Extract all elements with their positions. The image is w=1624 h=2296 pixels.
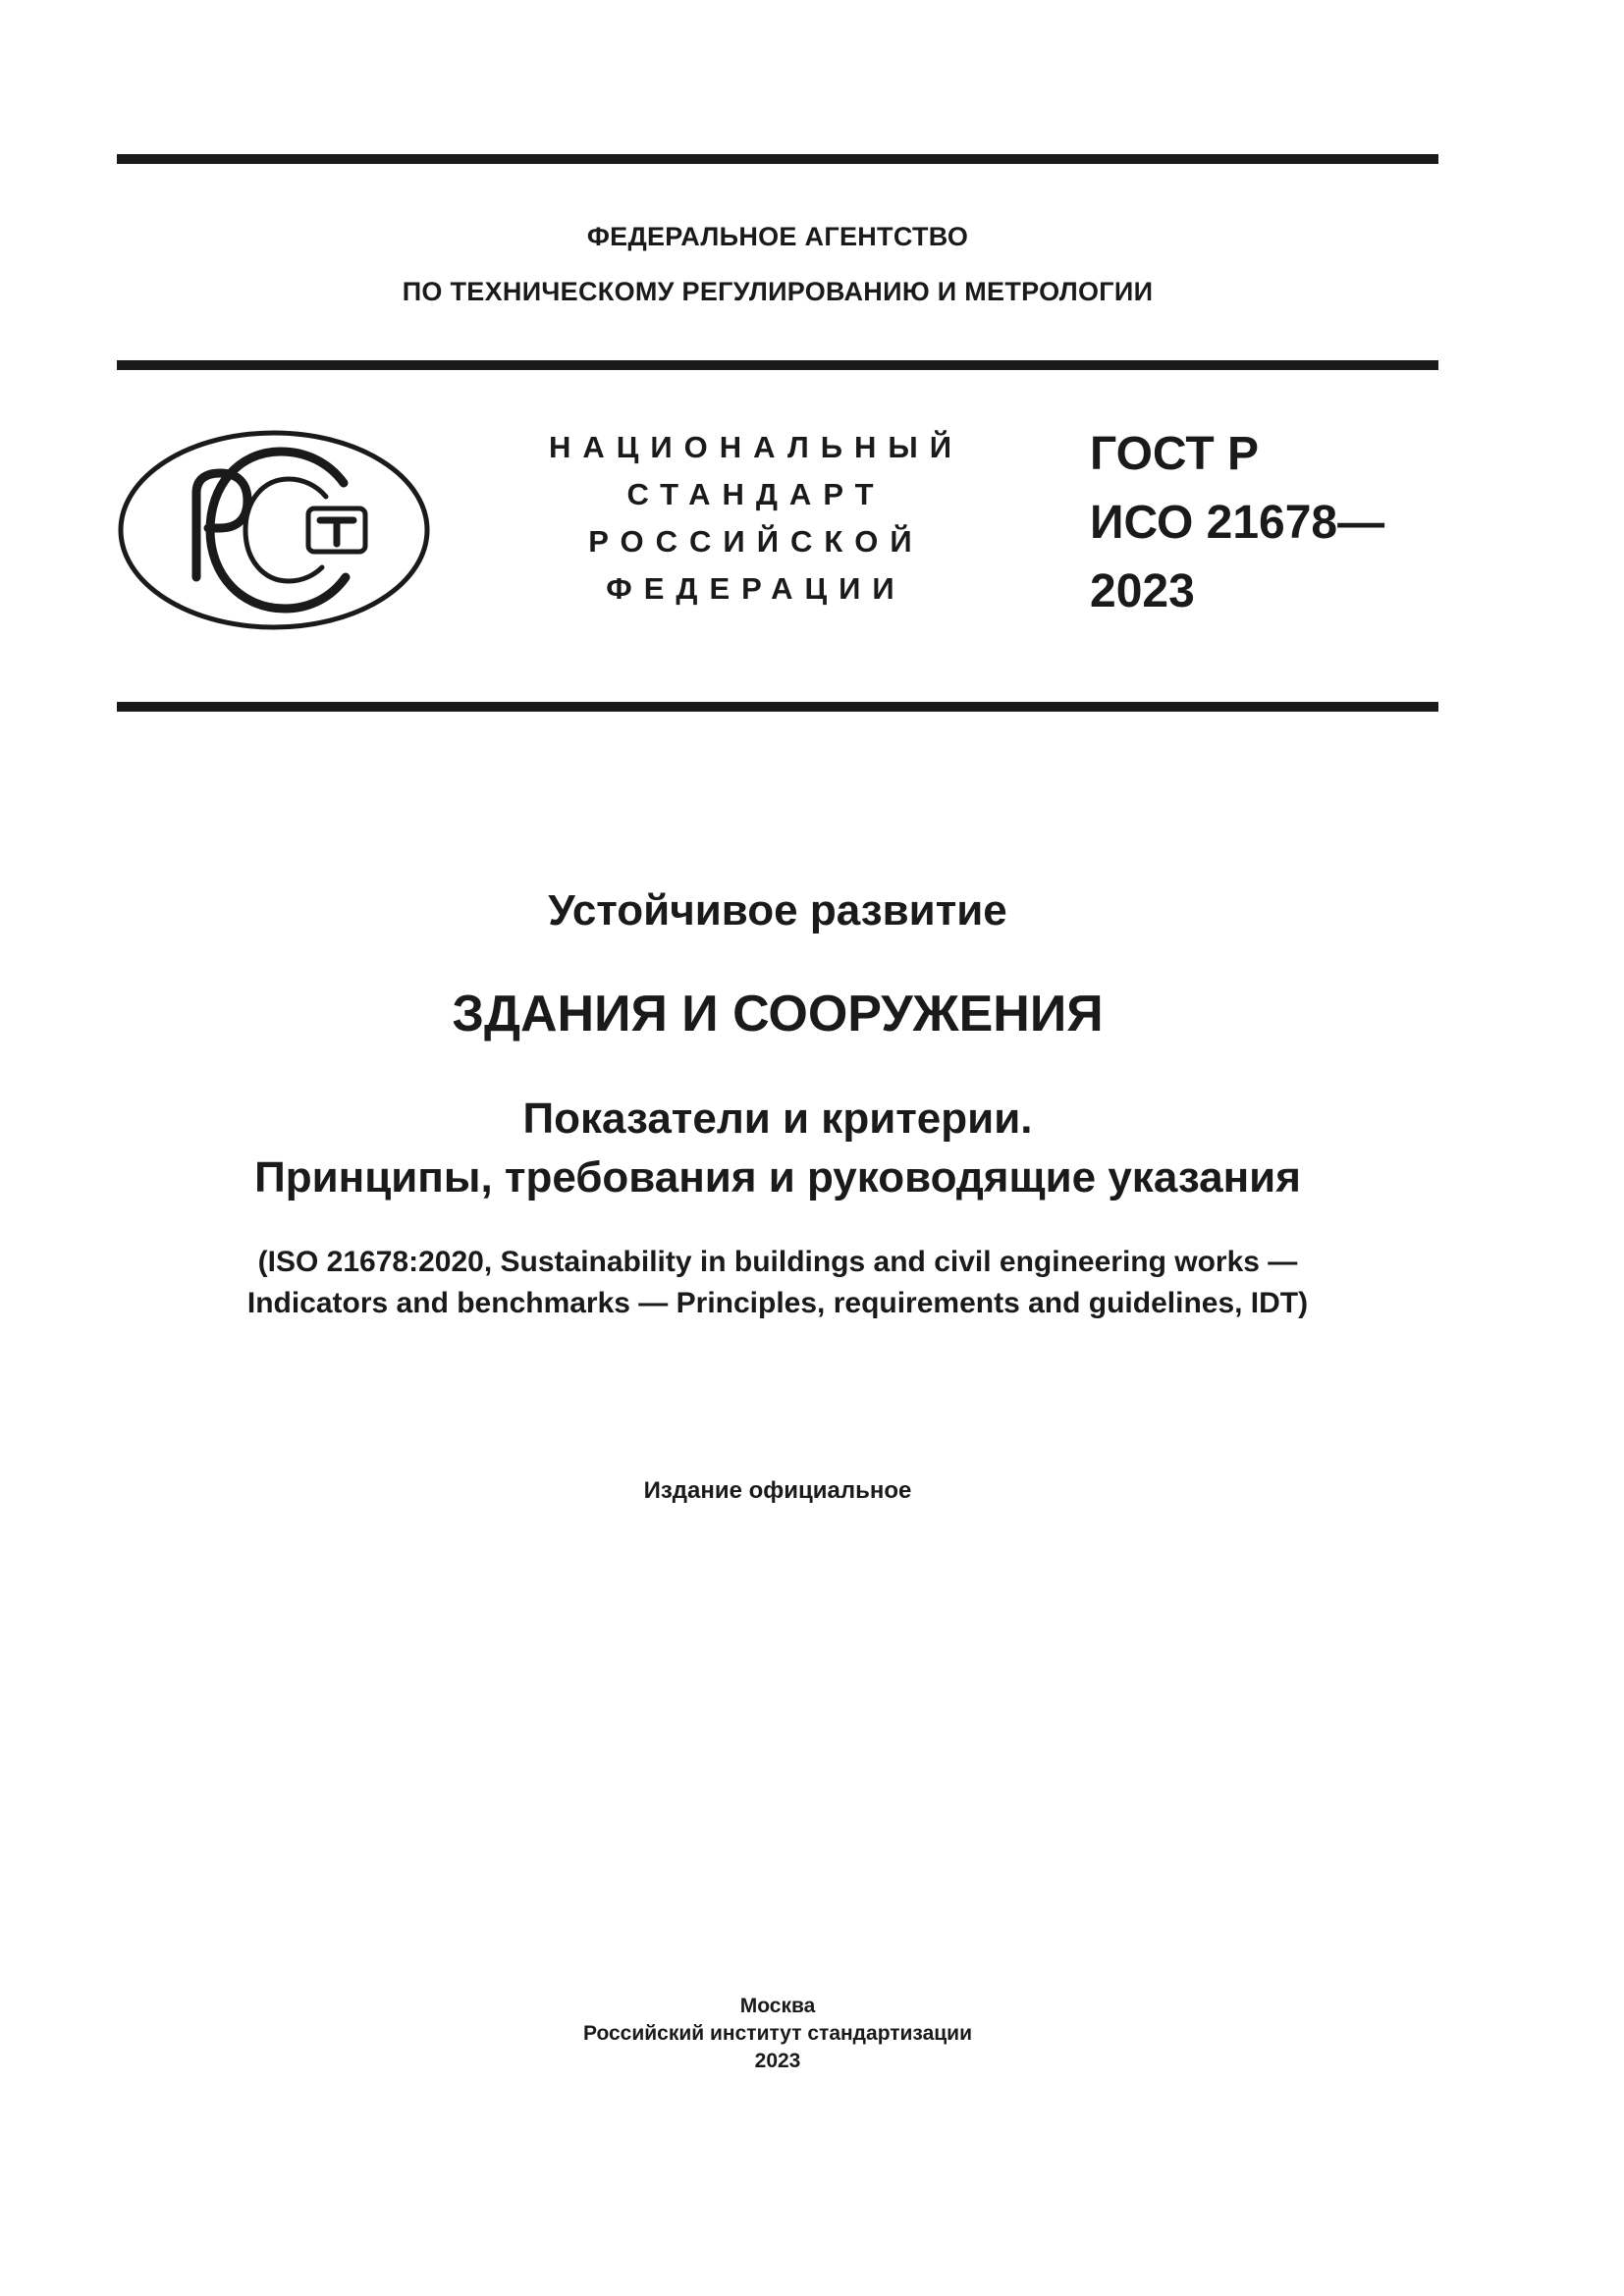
agency-line-2: ПО ТЕХНИЧЕСКОМУ РЕГУЛИРОВАНИЮ И МЕТРОЛОГИИ bbox=[402, 277, 1154, 306]
iso-reference-line-2: Indicators and benchmarks — Principles, requirements and guidelines, IDT) bbox=[246, 1287, 1309, 1319]
subtitle bbox=[117, 1090, 1438, 1207]
standard-designation bbox=[1090, 420, 1443, 626]
national-standard-line-3: РОССИЙСКОЙ bbox=[588, 524, 924, 559]
designation-line-3: 2023 bbox=[1090, 565, 1195, 617]
series-title: Устойчивое развитие bbox=[548, 886, 1007, 934]
imprint-publisher: Российский институт стандартизации bbox=[582, 2022, 973, 2045]
iso-reference bbox=[117, 1242, 1438, 1324]
title-block-rule bbox=[117, 702, 1438, 712]
designation-line-1: ГОСТ Р bbox=[1090, 428, 1260, 480]
header-rule bbox=[117, 360, 1438, 370]
imprint-year: 2023 bbox=[754, 2050, 801, 2072]
top-rule bbox=[117, 154, 1438, 164]
agency-line-1: ФЕДЕРАЛЬНОЕ АГЕНТСТВО bbox=[586, 222, 969, 251]
imprint bbox=[117, 1993, 1438, 2075]
main-title: ЗДАНИЯ И СООРУЖЕНИЯ bbox=[452, 986, 1104, 1042]
national-standard-line-1: НАЦИОНАЛЬНЫЙ bbox=[548, 430, 964, 464]
rst-logo-icon bbox=[116, 428, 432, 632]
national-standard-label bbox=[530, 424, 982, 613]
subtitle-line-1: Показатели и критерии. bbox=[522, 1095, 1033, 1143]
subtitle-line-2: Принципы, требования и руководящие указания bbox=[254, 1153, 1301, 1201]
imprint-city: Москва bbox=[739, 1995, 816, 2017]
designation-line-2: ИСО 21678— bbox=[1090, 497, 1385, 549]
national-standard-line-4: ФЕДЕРАЦИИ bbox=[606, 571, 906, 606]
iso-reference-line-1: (ISO 21678:2020, Sustainability in buildings and civil engineering works — bbox=[257, 1246, 1298, 1278]
national-standard-line-2: СТАНДАРТ bbox=[626, 477, 886, 511]
edition-label: Издание официальное bbox=[643, 1477, 912, 1504]
